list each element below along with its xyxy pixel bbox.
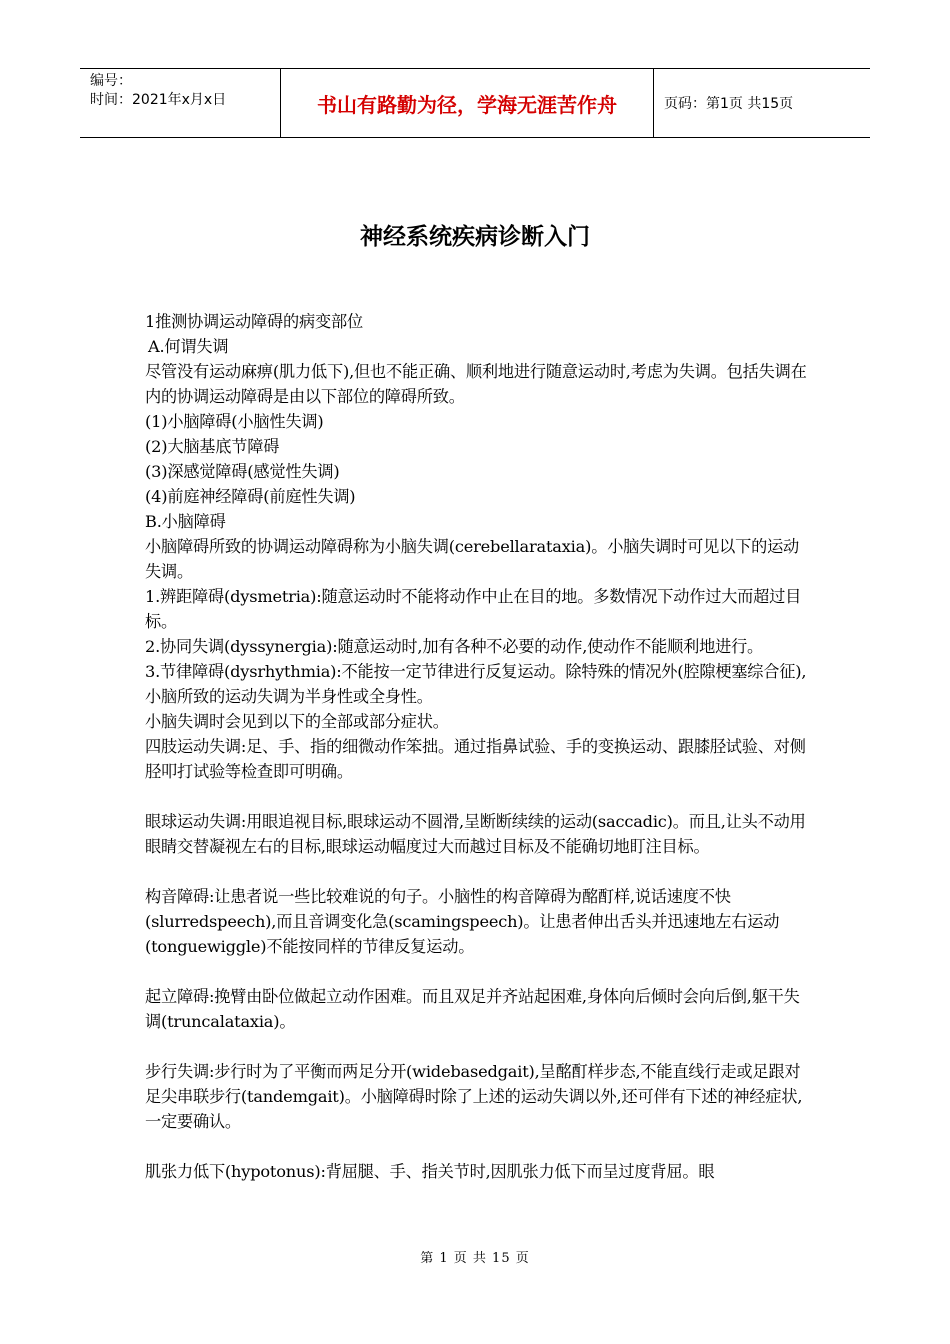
document-title: 神经系统疾病诊断入门 [360, 224, 590, 250]
header-page-number: 页码：第1页 共15页 [664, 96, 794, 112]
paragraph: A.何谓失调 [148, 337, 229, 356]
paragraph: 3.节律障碍(dysrhythmia):不能按一定节律进行反复运动。除特殊的情况外(腔隙梗塞综合征),小脑所致的运动失调为半身性或全身性。 [145, 662, 807, 706]
paragraph: 2.协同失调(dyssynergia):随意运动时,加有各种不必要的动作,使动作不能顺利地进行。 [145, 637, 764, 656]
paragraph: (2)大脑基底节障碍 [145, 437, 280, 456]
paragraph: 1推测协调运动障碍的病变部位 [145, 312, 363, 331]
paragraph: 眼球运动失调:用眼追视目标,眼球运动不圆滑,呈断断续续的运动(saccadic)。而且,让头不动用眼睛交替凝视左右的目标,眼球运动幅度过大而越过目标及不能确切地盯注目标。 [145, 812, 806, 856]
paragraph: 起立障碍:挽臂由卧位做起立动作困难。而且双足并齐站起困难,身体向后倾时会向后倒,躯干失调(truncalataxia)。 [145, 987, 800, 1031]
document-time-label: 时间：2021年x月x日 [90, 92, 227, 108]
paragraph: 构音障碍:让患者说一些比较难说的句子。小脑性的构音障碍为酩酊样,说话速度不快(slurredspeech),而且音调变化急(scamingspeech)。让患者伸出舌头并迅速地左右运动(tonguewiggle)不能按同样的节律反复运动。 [145, 887, 780, 956]
paragraph: 肌张力低下(hypotonus):背屈腿、手、指关节时,因肌张力低下而呈过度背屈。眼 [145, 1162, 715, 1181]
header-motto: 书山有路勤为径，学海无涯苦作舟 [281, 69, 654, 137]
paragraph: 小脑失调时会见到以下的全部或部分症状。 [145, 712, 449, 731]
page-header [80, 68, 870, 138]
paragraph: 步行失调:步行时为了平衡而两足分开(widebasedgait),呈酩酊样步态,不能直线行走或足跟对足尖串联步行(tandemgait)。小脑障碍时除了上述的运动失调以外,还可伴有下述的神经症状,一定要确认。 [145, 1062, 803, 1131]
document-body [145, 309, 810, 1184]
paragraph: (4)前庭神经障碍(前庭性失调) [145, 487, 356, 506]
page-footer: 第 1 页 共 15 页 [420, 1251, 530, 1266]
paragraph: 四肢运动失调:足、手、指的细微动作笨拙。通过指鼻试验、手的变换运动、跟膝胫试验、对侧胫叩打试验等检查即可明确。 [145, 737, 806, 781]
paragraph: 尽管没有运动麻痹(肌力低下),但也不能正确、顺利地进行随意运动时,考虑为失调。包括失调在内的协调运动障碍是由以下部位的障碍所致。 [145, 362, 807, 406]
header-meta [80, 69, 281, 137]
paragraph: (1)小脑障碍(小脑性失调) [145, 412, 324, 431]
paragraph: B.小脑障碍 [145, 512, 226, 531]
paragraph: 小脑障碍所致的协调运动障碍称为小脑失调(cerebellarataxia)。小脑失调时可见以下的运动失调。 [145, 537, 800, 581]
paragraph: 1.辨距障碍(dysmetria):随意运动时不能将动作中止在目的地。多数情况下动作过大而超过目标。 [145, 587, 802, 631]
document-number-label: 编号： [90, 73, 132, 89]
paragraph: (3)深感觉障碍(感觉性失调) [145, 462, 340, 481]
